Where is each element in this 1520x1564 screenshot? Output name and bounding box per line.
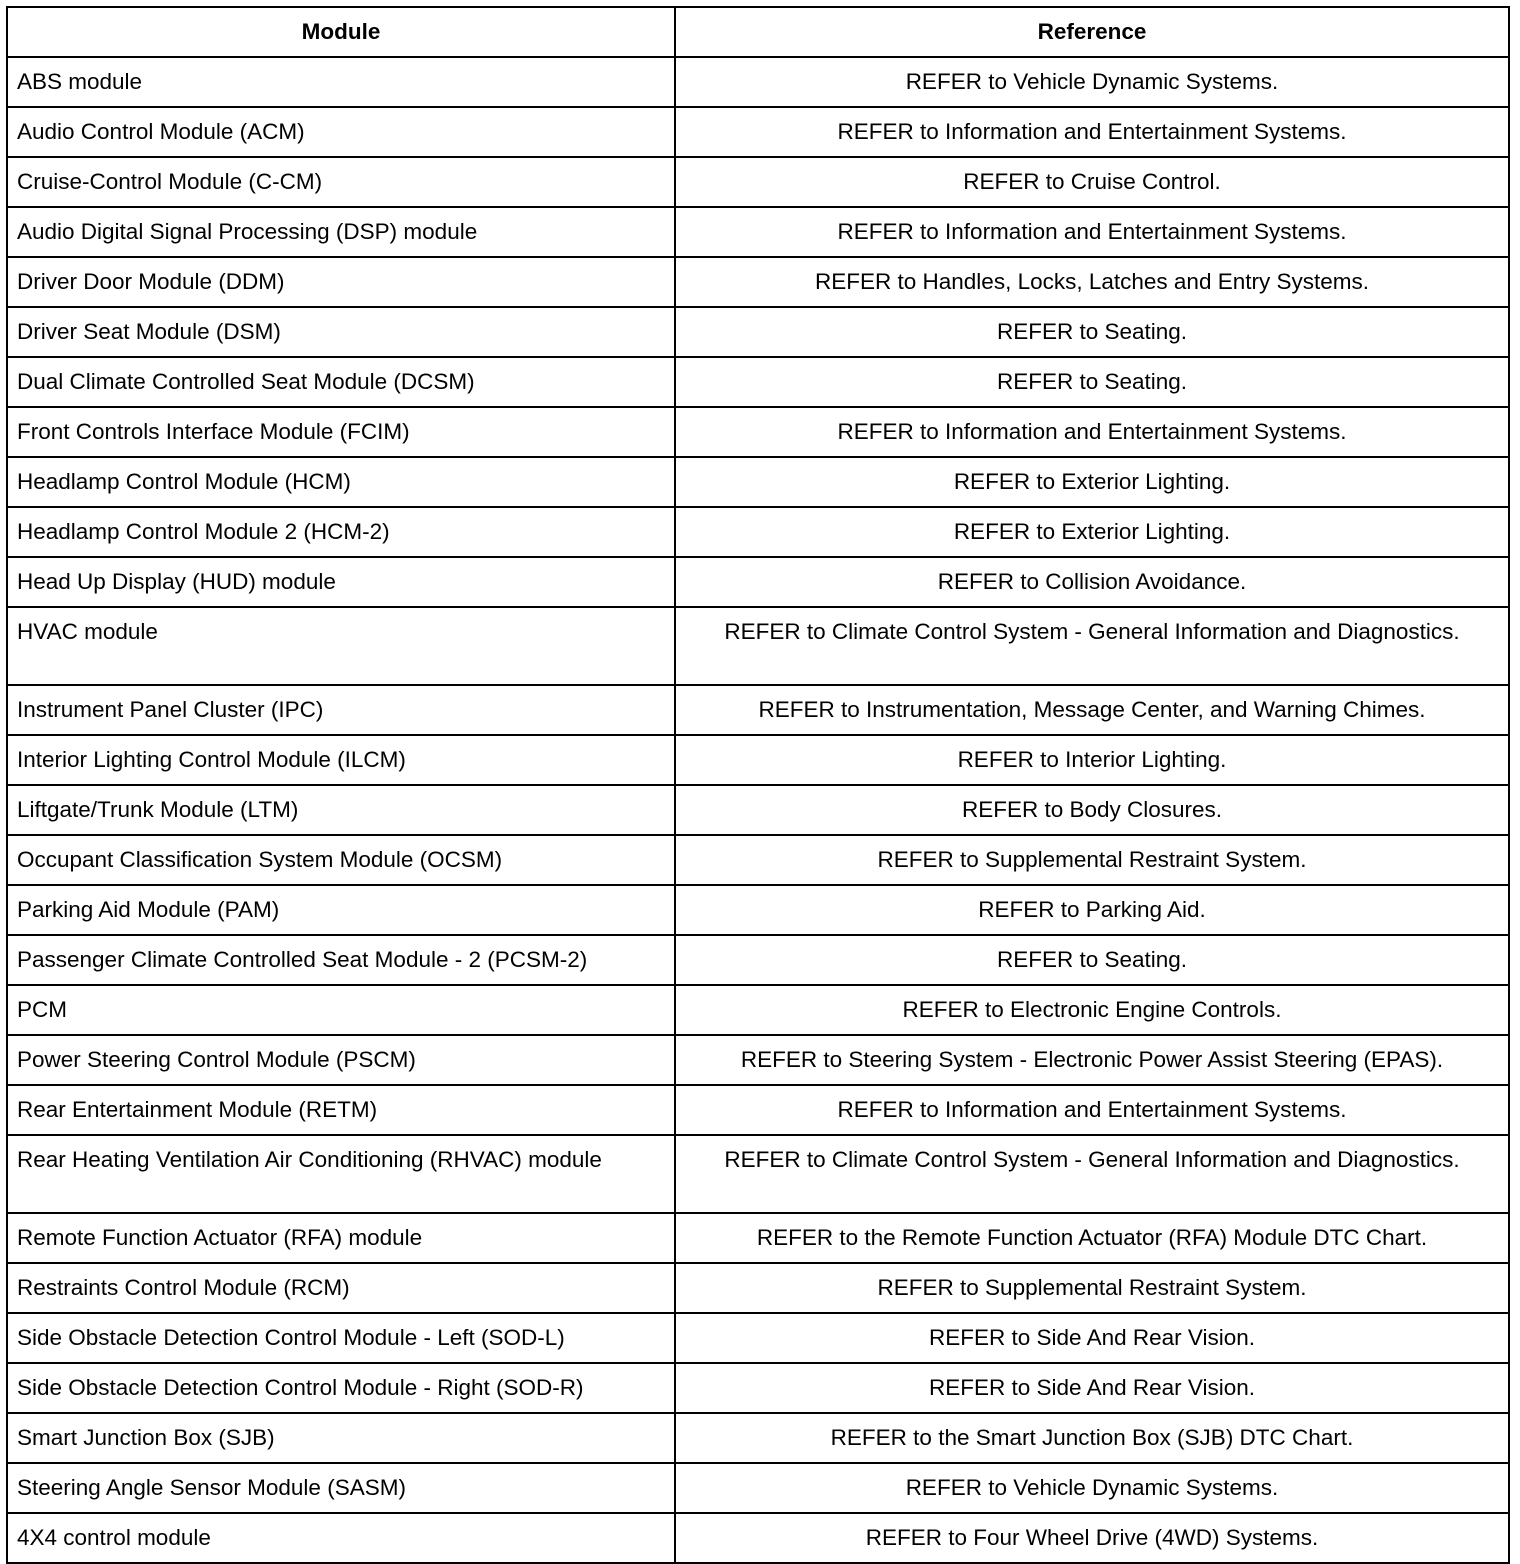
table-row xyxy=(7,685,1509,735)
table-row xyxy=(7,157,1509,207)
table-row xyxy=(7,207,1509,257)
table-row xyxy=(7,985,1509,1035)
module-cell: Side Obstacle Detection Control Module - Right (SOD-R) xyxy=(7,1363,675,1413)
reference-cell: REFER to Cruise Control. xyxy=(675,157,1509,207)
reference-cell: REFER to Body Closures. xyxy=(675,785,1509,835)
table-row xyxy=(7,785,1509,835)
module-cell: Driver Seat Module (DSM) xyxy=(7,307,675,357)
reference-cell: REFER to the Remote Function Actuator (RFA) Module DTC Chart. xyxy=(675,1213,1509,1263)
module-cell: Restraints Control Module (RCM) xyxy=(7,1263,675,1313)
table-row xyxy=(7,1413,1509,1463)
module-cell: Occupant Classification System Module (OCSM) xyxy=(7,835,675,885)
table-row xyxy=(7,457,1509,507)
reference-cell: REFER to Electronic Engine Controls. xyxy=(675,985,1509,1035)
reference-cell: REFER to Climate Control System - General Information and Diagnostics. xyxy=(675,607,1509,685)
reference-cell: REFER to Side And Rear Vision. xyxy=(675,1363,1509,1413)
table-body xyxy=(7,57,1509,1563)
reference-cell: REFER to Supplemental Restraint System. xyxy=(675,835,1509,885)
table-row xyxy=(7,835,1509,885)
module-cell: Headlamp Control Module (HCM) xyxy=(7,457,675,507)
module-cell: Cruise-Control Module (C-CM) xyxy=(7,157,675,207)
module-cell: Steering Angle Sensor Module (SASM) xyxy=(7,1463,675,1513)
reference-cell: REFER to Four Wheel Drive (4WD) Systems. xyxy=(675,1513,1509,1563)
reference-cell: REFER to Information and Entertainment Systems. xyxy=(675,107,1509,157)
module-cell: Passenger Climate Controlled Seat Module - 2 (PCSM-2) xyxy=(7,935,675,985)
module-cell: Interior Lighting Control Module (ILCM) xyxy=(7,735,675,785)
table-row xyxy=(7,57,1509,107)
table-row xyxy=(7,607,1509,685)
module-cell: Parking Aid Module (PAM) xyxy=(7,885,675,935)
module-cell: Audio Control Module (ACM) xyxy=(7,107,675,157)
module-cell: HVAC module xyxy=(7,607,675,685)
module-reference-table-container xyxy=(6,6,1510,1564)
reference-cell: REFER to Information and Entertainment Systems. xyxy=(675,1085,1509,1135)
table-row xyxy=(7,557,1509,607)
reference-cell: REFER to Exterior Lighting. xyxy=(675,507,1509,557)
module-cell: Audio Digital Signal Processing (DSP) module xyxy=(7,207,675,257)
reference-cell: REFER to Climate Control System - General Information and Diagnostics. xyxy=(675,1135,1509,1213)
module-cell: Head Up Display (HUD) module xyxy=(7,557,675,607)
column-header-module: Module xyxy=(7,7,675,57)
reference-cell: REFER to the Smart Junction Box (SJB) DTC Chart. xyxy=(675,1413,1509,1463)
reference-cell: REFER to Supplemental Restraint System. xyxy=(675,1263,1509,1313)
reference-cell: REFER to Seating. xyxy=(675,307,1509,357)
reference-cell: REFER to Information and Entertainment Systems. xyxy=(675,407,1509,457)
table-row xyxy=(7,307,1509,357)
module-cell: PCM xyxy=(7,985,675,1035)
table-row xyxy=(7,1213,1509,1263)
table-row xyxy=(7,1513,1509,1563)
reference-cell: REFER to Vehicle Dynamic Systems. xyxy=(675,1463,1509,1513)
module-cell: Side Obstacle Detection Control Module - Left (SOD-L) xyxy=(7,1313,675,1363)
reference-cell: REFER to Interior Lighting. xyxy=(675,735,1509,785)
module-cell: Driver Door Module (DDM) xyxy=(7,257,675,307)
reference-cell: REFER to Parking Aid. xyxy=(675,885,1509,935)
reference-cell: REFER to Collision Avoidance. xyxy=(675,557,1509,607)
table-row xyxy=(7,735,1509,785)
table-row xyxy=(7,107,1509,157)
module-cell: Headlamp Control Module 2 (HCM-2) xyxy=(7,507,675,557)
reference-cell: REFER to Steering System - Electronic Power Assist Steering (EPAS). xyxy=(675,1035,1509,1085)
table-row xyxy=(7,507,1509,557)
table-row xyxy=(7,1035,1509,1085)
module-cell: Front Controls Interface Module (FCIM) xyxy=(7,407,675,457)
table-row xyxy=(7,935,1509,985)
table-row xyxy=(7,885,1509,935)
reference-cell: REFER to Seating. xyxy=(675,357,1509,407)
module-cell: Liftgate/Trunk Module (LTM) xyxy=(7,785,675,835)
table-row xyxy=(7,1135,1509,1213)
table-row xyxy=(7,1363,1509,1413)
module-cell: 4X4 control module xyxy=(7,1513,675,1563)
module-cell: Power Steering Control Module (PSCM) xyxy=(7,1035,675,1085)
table-row xyxy=(7,1313,1509,1363)
table-row xyxy=(7,1263,1509,1313)
reference-cell: REFER to Instrumentation, Message Center, and Warning Chimes. xyxy=(675,685,1509,735)
table-row xyxy=(7,407,1509,457)
module-cell: Remote Function Actuator (RFA) module xyxy=(7,1213,675,1263)
table-header xyxy=(7,7,1509,57)
module-cell: Dual Climate Controlled Seat Module (DCSM) xyxy=(7,357,675,407)
module-reference-table xyxy=(6,6,1510,1564)
module-cell: ABS module xyxy=(7,57,675,107)
module-cell: Smart Junction Box (SJB) xyxy=(7,1413,675,1463)
reference-cell: REFER to Exterior Lighting. xyxy=(675,457,1509,507)
module-cell: Rear Heating Ventilation Air Conditioning (RHVAC) module xyxy=(7,1135,675,1213)
reference-cell: REFER to Seating. xyxy=(675,935,1509,985)
reference-cell: REFER to Handles, Locks, Latches and Entry Systems. xyxy=(675,257,1509,307)
reference-cell: REFER to Vehicle Dynamic Systems. xyxy=(675,57,1509,107)
module-cell: Rear Entertainment Module (RETM) xyxy=(7,1085,675,1135)
table-row xyxy=(7,257,1509,307)
table-row xyxy=(7,1085,1509,1135)
reference-cell: REFER to Information and Entertainment Systems. xyxy=(675,207,1509,257)
table-row xyxy=(7,1463,1509,1513)
reference-cell: REFER to Side And Rear Vision. xyxy=(675,1313,1509,1363)
header-row xyxy=(7,7,1509,57)
table-row xyxy=(7,357,1509,407)
column-header-reference: Reference xyxy=(675,7,1509,57)
module-cell: Instrument Panel Cluster (IPC) xyxy=(7,685,675,735)
